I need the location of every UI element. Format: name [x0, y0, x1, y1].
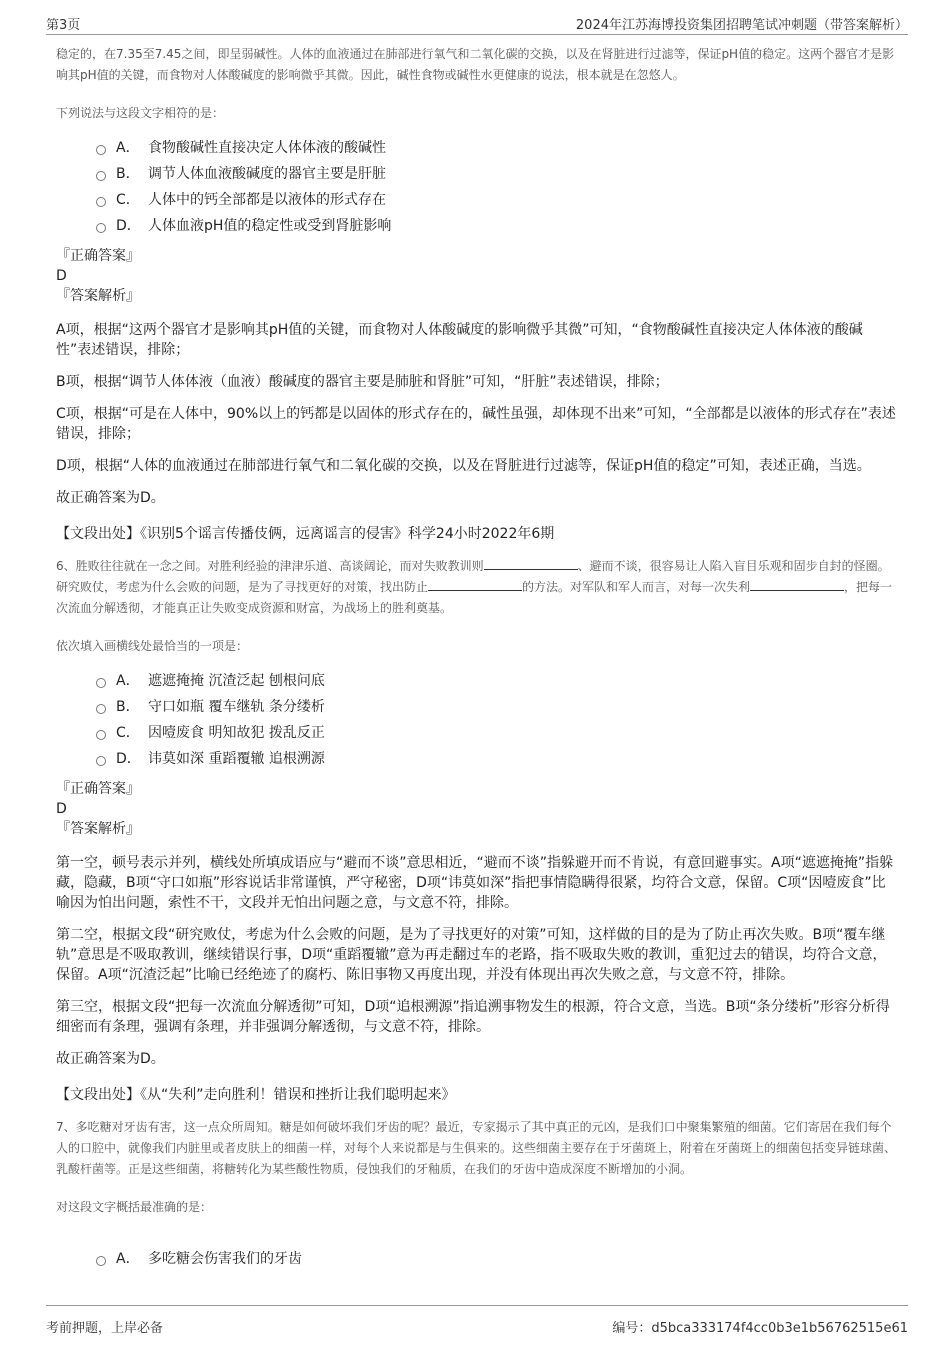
radio-icon[interactable] — [96, 756, 106, 766]
q5-option-b[interactable]: B． 调节人体血液酸碱度的器官主要是肝脏 — [96, 160, 896, 186]
q5-analysis-d: D项，根据“人体的血液通过在肺部进行氧气和二氧化碳的交换，以及在肾脏进行过滤等，保证pH值的稳定”可知，表述正确，当选。 — [56, 458, 871, 474]
radio-icon[interactable] — [96, 171, 106, 181]
q6-option-a[interactable]: A． 遮遮掩掩 沉渣泛起 刨根问底 — [96, 667, 896, 693]
q5-option-a[interactable]: A． 食物酸碱性直接决定人体体液的酸碱性 — [96, 134, 896, 160]
q5-prompt: 下列说法与这段文字相符的是： — [56, 106, 225, 120]
radio-icon[interactable] — [96, 145, 106, 155]
q5-analysis-b: B项，根据“调节人体体液（血液）酸碱度的器官主要是肺脏和肾脏”可知，“肝脏”表述错误，排除； — [56, 374, 669, 390]
q7-options — [56, 1245, 896, 1271]
q6-option-b[interactable]: B． 守口如瓶 覆车继轨 条分缕析 — [96, 693, 896, 719]
radio-icon[interactable] — [96, 678, 106, 688]
q6-analysis-2: 第二空，根据文段“研究败仗，考虑为什么会败的问题，是为了寻找更好的对策”可知，这样做的目的是为了防止再次失败。B项“覆车继轨”意思是不吸取教训，继续错误行事，D项“重蹈覆辙”意为再走翻过车的老路，指不吸取失败的教训，重犯过去的错误，均符合文意，保留。A项“沉渣泛起”比喻已经绝迹了的腐朽、陈旧事物又再度出现，并没有体现出再次失败之意，与文意不符，排除。 — [56, 927, 887, 983]
q6-answer-label: 『正确答案』 — [56, 781, 140, 797]
q6-conclusion: 故正确答案为D。 — [56, 1051, 165, 1067]
q5-analysis-a: A项，根据“这两个器官才是影响其pH值的关键，而食物对人体酸碱度的影响微乎其微”可知，“食物酸碱性直接决定人体体液的酸碱性”表述错误，排除； — [56, 322, 863, 358]
q6-analysis-label: 『答案解析』 — [56, 821, 140, 837]
q5-answer: D — [56, 268, 67, 284]
q6-prompt: 依次填入画横线处最恰当的一项是： — [56, 639, 249, 653]
fill-blank-1 — [484, 557, 578, 570]
document-body — [56, 44, 896, 1271]
q5-analysis-label: 『答案解析』 — [56, 288, 140, 304]
q7-stem: 7、多吃糖对牙齿有害，这一点众所周知。糖是如何破坏我们牙齿的呢？最近，专家揭示了其中真正的元凶，是我们口中聚集繁殖的细菌。它们寄居在我们每个人的口腔中，就像我们内脏里或者皮肤上的细菌一样，对每个人来说都是与生俱来的。这些细菌主要存在于牙菌斑上，附着在牙菌斑上的细菌包括变异链球菌、乳酸杆菌等。正是这些细菌，将糖转化为某些酸性物质，侵蚀我们的牙釉质，在我们的牙齿中造成深度不断增加的小洞。 — [56, 1120, 897, 1176]
q7-option-a[interactable]: A． 多吃糖会伤害我们的牙齿 — [96, 1245, 896, 1271]
q5-conclusion: 故正确答案为D。 — [56, 490, 165, 506]
fill-blank-2 — [428, 578, 522, 591]
header-rule — [46, 34, 908, 35]
q5-source: 【文段出处】《识别5个谣言传播伎俩，远离谣言的侵害》科学24小时2022年6期 — [56, 526, 555, 542]
radio-icon[interactable] — [96, 197, 106, 207]
q7-prompt: 对这段文字概括最准确的是： — [56, 1200, 213, 1214]
footer-slogan: 考前押题，上岸必备 — [46, 1321, 164, 1336]
q6-option-d[interactable]: D． 讳莫如深 重蹈覆辙 追根溯源 — [96, 745, 896, 771]
q5-options — [56, 134, 896, 238]
q6-analysis-3: 第三空，根据文段“把每一次流血分解透彻”可知，D项“追根溯源”指追溯事物发生的根源，符合文意，当选。B项“条分缕析”形容分析得细密而有条理，强调有条理，并非强调分解透彻，与文意不符，排除。 — [56, 999, 890, 1035]
q5-option-d[interactable]: D． 人体血液pH值的稳定性或受到肾脏影响 — [96, 212, 896, 238]
page-header — [0, 0, 950, 34]
document-title: 2024年江苏海博投资集团招聘笔试冲刺题（带答案解析） — [575, 18, 908, 33]
q6-option-c[interactable]: C． 因噎废食 明知故犯 拨乱反正 — [96, 719, 896, 745]
radio-icon[interactable] — [96, 223, 106, 233]
q5-analysis-c: C项，根据“可是在人体中，90%以上的钙都是以固体的形式存在的，碱性虽强，却体现不出来”可知，“全部都是以液体的形式存在”表述错误，排除； — [56, 406, 896, 442]
q5-option-c[interactable]: C． 人体中的钙全部都是以液体的形式存在 — [96, 186, 896, 212]
q6-stem: 6、胜败往往就在一念之间。对胜利经验的津津乐道、高谈阔论，而对失败教训则 、避而不谈，很容易让人陷入盲目乐观和固步自封的怪圈。研究败仗，考虑为什么会败的问题，是为了寻找更好的对策，找出防止 的方法。对军队和军人而言，对每一次失利 ，把每一次流血分解透彻，才能真正让失败变成资源和财富，为战场上的胜利奠基。 — [56, 559, 893, 615]
q5-answer-label: 『正确答案』 — [56, 248, 140, 264]
radio-icon[interactable] — [96, 730, 106, 740]
q6-answer: D — [56, 801, 67, 817]
footer-rule — [46, 1305, 908, 1306]
radio-icon[interactable] — [96, 1256, 106, 1266]
fill-blank-3 — [750, 578, 844, 591]
q5-passage: 稳定的，在7.35至7.45之间，即呈弱碱性。人体的血液通过在肺部进行氧气和二氧化碳的交换，以及在肾脏进行过滤等，保证pH值的稳定。这两个器官才是影响其pH值的关键，而食物对人体酸碱度的影响微乎其微。因此，碱性食物或碱性水更健康的说法，根本就是在忽悠人。 — [56, 47, 895, 82]
q6-source: 【文段出处】《从“失利”走向胜利！错误和挫折让我们聪明起来》 — [56, 1087, 456, 1103]
page-number: 第3页 — [46, 18, 81, 33]
q6-options — [56, 667, 896, 771]
document-id: 编号：d5bca333174f4cc0b3e1b56762515e61 — [612, 1321, 908, 1336]
radio-icon[interactable] — [96, 704, 106, 714]
q6-analysis-1: 第一空，顿号表示并列，横线处所填成语应与“避而不谈”意思相近，“避而不谈”指躲避开而不肯说，有意回避事实。A项“遮遮掩掩”指躲藏，隐藏，B项“守口如瓶”形容说话非常谨慎，严守秘密，D项“讳莫如深”指把事情隐瞒得很紧，均符合文意，保留。C项“因噎废食”比喻因为怕出问题，索性不干，文段并无怕出问题之意，与文意不符，排除。 — [56, 855, 894, 911]
page-footer — [0, 1305, 950, 1345]
